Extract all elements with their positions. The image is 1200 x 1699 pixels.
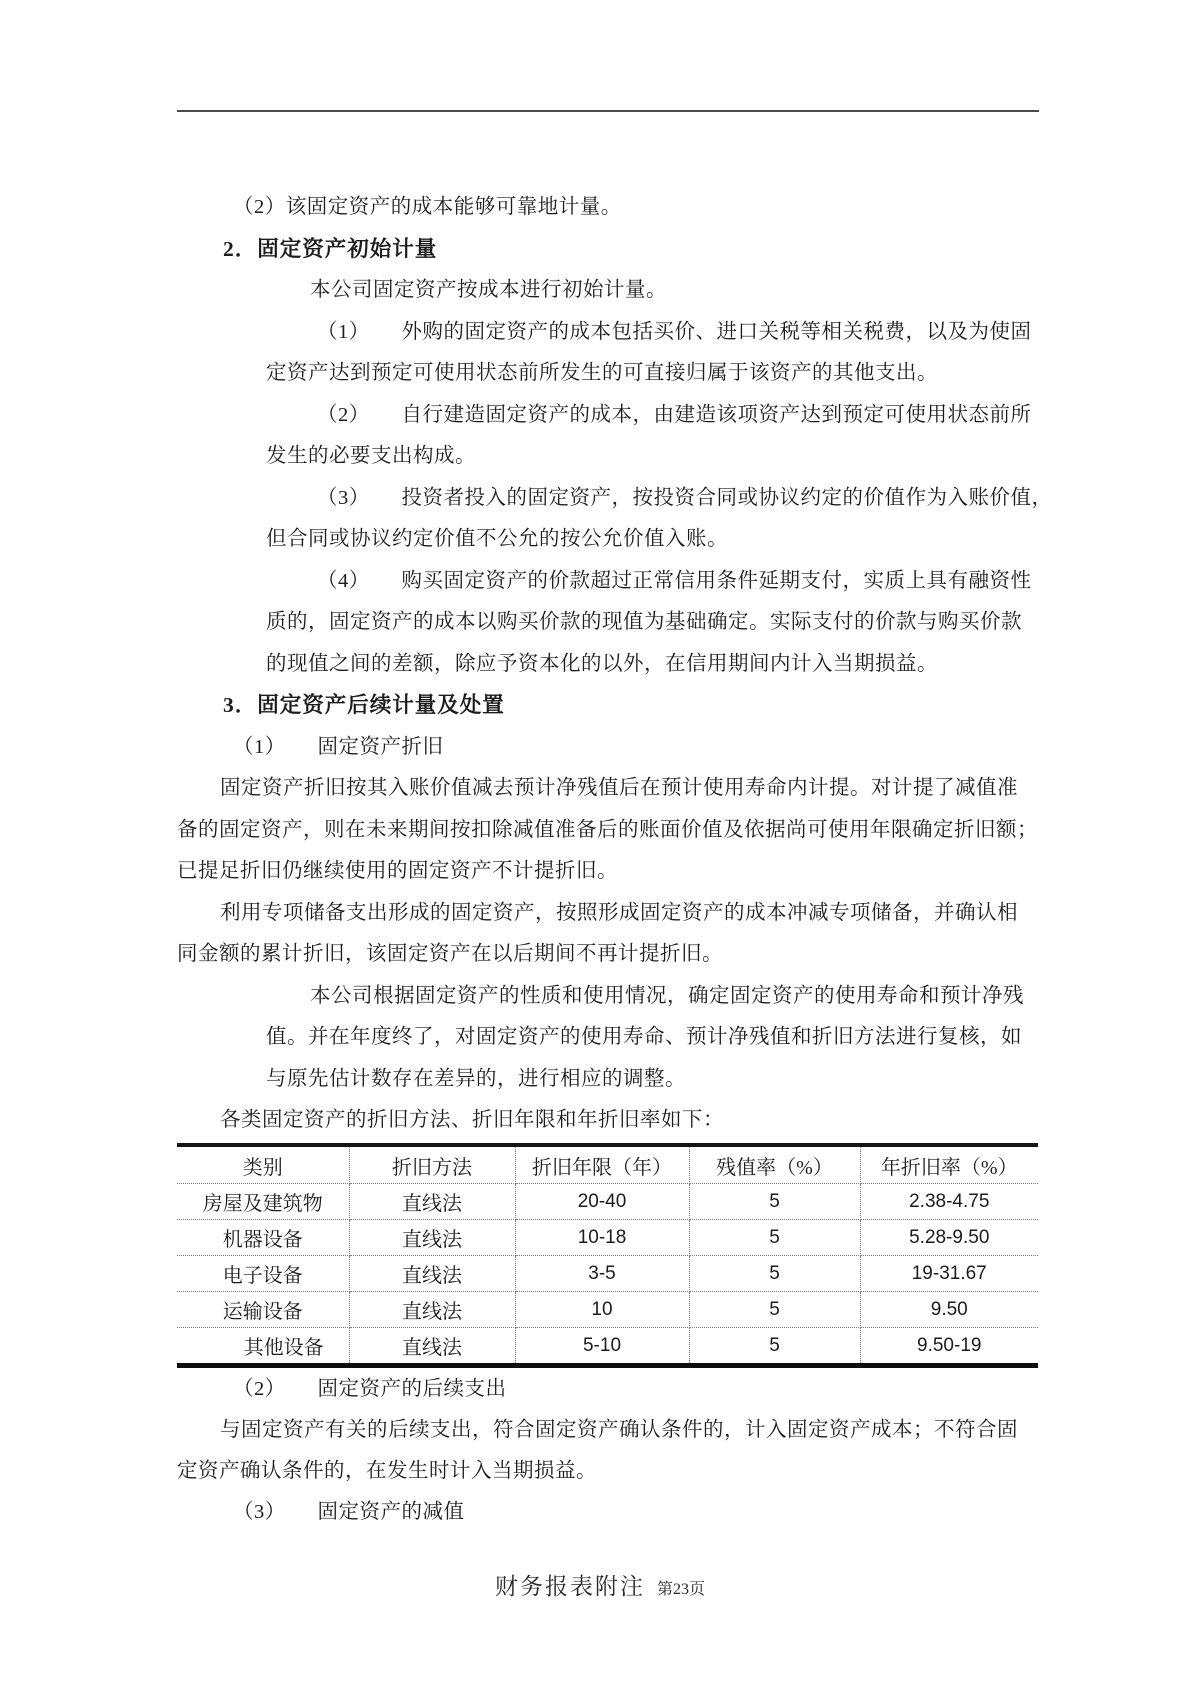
paragraph-line: （1） 外购的固定资产的成本包括买价、进口关税等相关税费，以及为使固 — [317, 320, 1032, 343]
cell-method: 直线法 — [349, 1292, 515, 1328]
cell-rate: 19-31.67 — [860, 1256, 1038, 1292]
cell-residual: 5 — [689, 1292, 860, 1328]
table-row — [177, 1292, 1038, 1328]
paragraph-line: 发生的必要支出构成。 — [266, 445, 476, 467]
body-text-upper — [177, 187, 1053, 1142]
paragraph-line: 的现值之间的差额，除应予资本化的以外，在信用期间内计入当期损益。 — [266, 652, 938, 675]
body-text-lower — [177, 1369, 1047, 1533]
depreciation-table — [177, 1143, 1038, 1368]
col-header-residual: 残值率（%） — [689, 1145, 860, 1184]
subitem-heading: （1） 固定资产折旧 — [233, 735, 444, 758]
cell-method: 直线法 — [349, 1256, 515, 1292]
cell-method: 直线法 — [349, 1220, 515, 1256]
footer-title: 财务报表附注 — [494, 1574, 645, 1599]
paragraph-line: 与固定资产有关的后续支出，符合固定资产确认条件的，计入固定资产成本；不符合固 — [220, 1419, 1018, 1441]
cell-category: 机器设备 — [177, 1220, 349, 1256]
cell-category: 其他设备 — [177, 1328, 349, 1366]
paragraph-line: 本公司根据固定资产的性质和使用情况，确定固定资产的使用寿命和预计净残 — [310, 984, 1024, 1007]
paragraph-line: 与原先估计数存在差异的，进行相应的调整。 — [266, 1067, 686, 1090]
col-header-method: 折旧方法 — [349, 1145, 515, 1184]
paragraph-line: 定资产确认条件的，在发生时计入当期损益。 — [177, 1460, 597, 1482]
table-row — [177, 1256, 1038, 1292]
table-row — [177, 1220, 1038, 1256]
col-header-years: 折旧年限（年） — [515, 1145, 689, 1184]
paragraph-line: 同金额的累计折旧，该固定资产在以后期间不再计提折旧。 — [177, 943, 723, 965]
page-footer — [0, 1568, 1200, 1601]
paragraph-line: 本公司固定资产按成本进行初始计量。 — [310, 279, 667, 301]
footer-page-number: 第23页 — [656, 1581, 705, 1598]
paragraph-line: （4） 购买固定资产的价款超过正常信用条件延期支付，实质上具有融资性 — [317, 569, 1032, 592]
section-heading-2: 2．固定资产初始计量 — [223, 236, 438, 261]
cell-category: 房屋及建筑物 — [177, 1184, 349, 1220]
cell-years: 20-40 — [515, 1184, 689, 1220]
paragraph-line: （3） 投资者投入的固定资产，按投资合同或协议约定的价值作为入账价值， — [317, 486, 1053, 509]
cell-years: 10-18 — [515, 1220, 689, 1256]
subitem-heading: （3） 固定资产的减值 — [233, 1501, 465, 1523]
cell-rate: 9.50-19 — [917, 1334, 982, 1356]
paragraph-line: 已提足折旧仍继续使用的固定资产不计提折旧。 — [177, 860, 618, 882]
cell-years: 3-5 — [515, 1256, 689, 1292]
cell-residual: 5 — [689, 1220, 860, 1256]
table-intro-line: 各类固定资产的折旧方法、折旧年限和年折旧率如下： — [220, 1109, 724, 1131]
cell-category: 电子设备 — [177, 1256, 349, 1292]
paragraph-line: 备的固定资产，则在未来期间按扣除减值准备后的账面价值及依据尚可使用年限确定折旧额； — [177, 818, 1038, 841]
paragraph-line: 但合同或协议约定价值不公允的按公允价值入账。 — [266, 528, 728, 550]
cell-rate: 5.28-9.50 — [860, 1220, 1038, 1256]
cell-residual: 5 — [689, 1184, 860, 1220]
cell-residual: 5 — [689, 1328, 860, 1366]
cell-years: 5-10 — [515, 1328, 689, 1366]
paragraph-line: （2）该固定资产的成本能够可靠地计量。 — [233, 196, 622, 218]
paragraph-line: 值。并在年度终了，对固定资产的使用寿命、预计净残值和折旧方法进行复核，如 — [266, 1026, 1022, 1048]
cell-years: 10 — [515, 1292, 689, 1328]
subitem-heading: （2） 固定资产的后续支出 — [233, 1378, 507, 1400]
col-header-rate: 年折旧率（%） — [860, 1145, 1038, 1184]
cell-method: 直线法 — [349, 1184, 515, 1220]
cell-method: 直线法 — [349, 1328, 515, 1366]
table-row — [177, 1328, 1038, 1366]
paragraph-line: 固定资产折旧按其入账价值减去预计净残值后在预计使用寿命内计提。对计提了减值准 — [220, 777, 1018, 799]
table-header-row — [177, 1145, 1038, 1184]
table-row — [177, 1184, 1038, 1220]
paragraph-line: 质的，固定资产的成本以购买价款的现值为基础确定。实际支付的价款与购买价款 — [266, 611, 1022, 633]
cell-category: 运输设备 — [177, 1292, 349, 1328]
section-heading-3: 3．固定资产后续计量及处置 — [223, 693, 505, 717]
page-header-rule — [177, 110, 1039, 112]
paragraph-line: （2） 自行建造固定资产的成本，由建造该项资产达到预定可使用状态前所 — [317, 403, 1032, 426]
cell-rate: 9.50 — [860, 1292, 1038, 1328]
cell-rate: 2.38-4.75 — [860, 1184, 1038, 1220]
paragraph-line: 利用专项储备支出形成的固定资产，按照形成固定资产的成本冲减专项储备，并确认相 — [220, 901, 1018, 924]
col-header-category: 类别 — [177, 1145, 349, 1184]
cell-residual: 5 — [689, 1256, 860, 1292]
paragraph-line: 定资产达到预定可使用状态前所发生的可直接归属于该资产的其他支出。 — [266, 362, 938, 384]
